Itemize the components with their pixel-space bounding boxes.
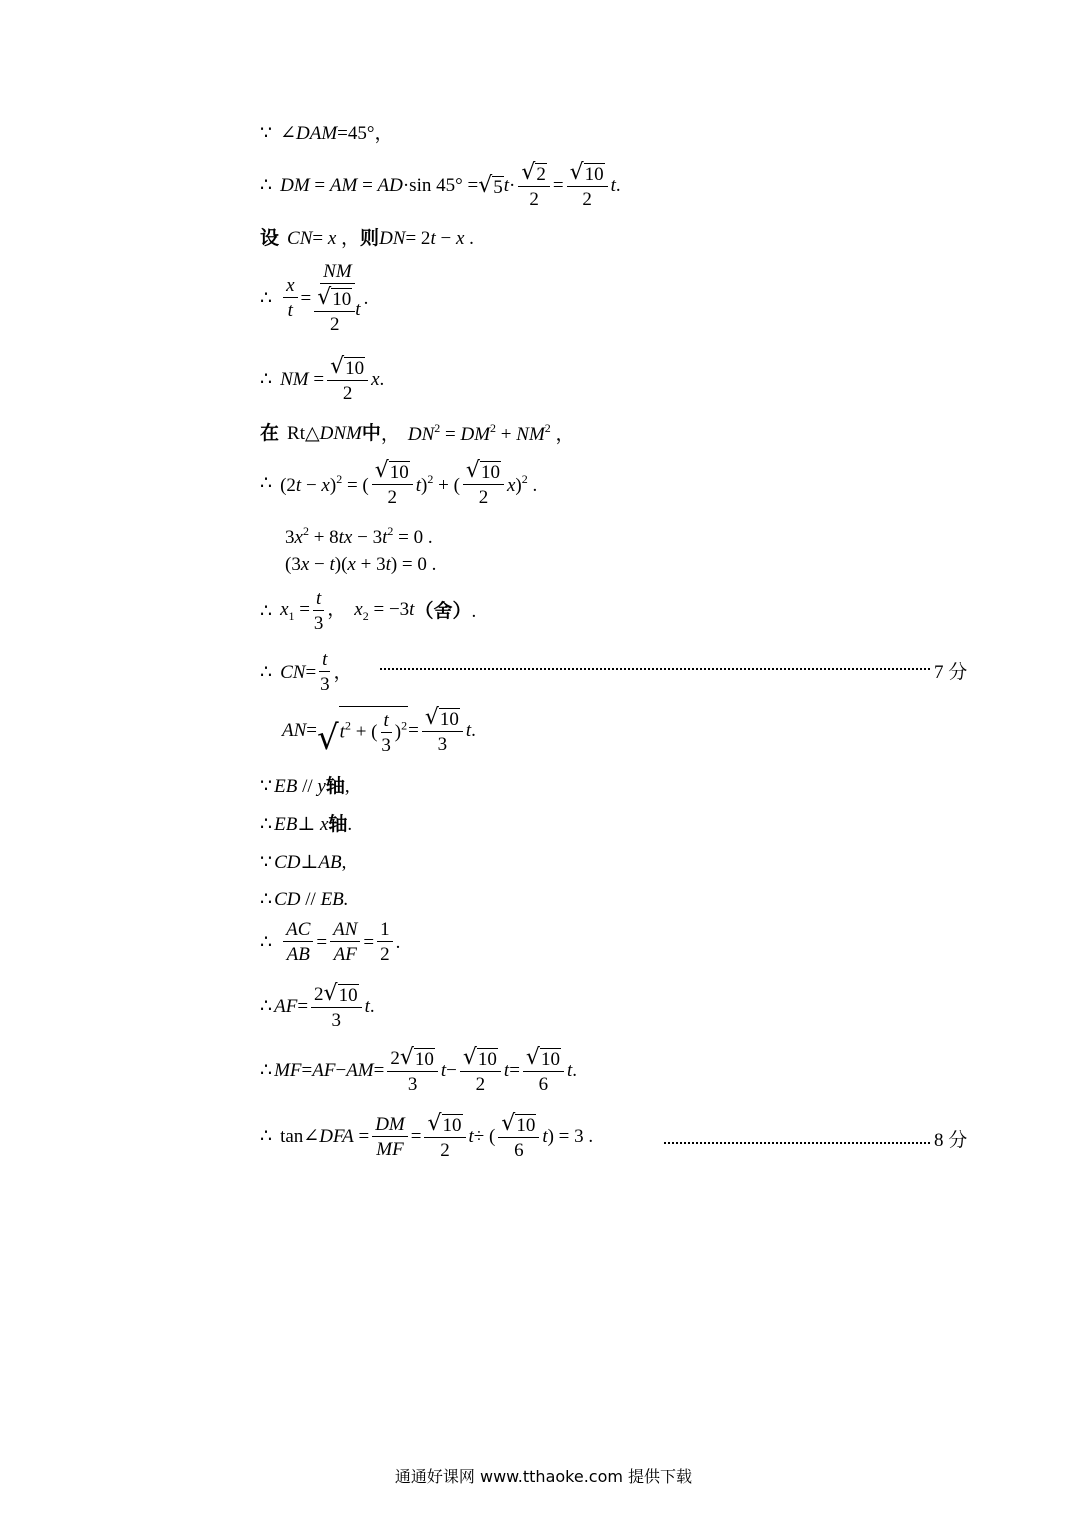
- line-rt-triangle: 在 Rt△DNM 中 ， $DN^2 = DM^2 + NM^2$ ，: [260, 421, 575, 445]
- therefore-symbol: ∴: [260, 930, 273, 953]
- line-set-cn: 设 CN= x ， 则 DN= 2t − x .: [260, 227, 474, 249]
- text-zhong: 中: [361, 421, 381, 444]
- line-af: ∴ AF= 2 √ 10 3 t .: [260, 981, 375, 1031]
- because-symbol: ∵: [260, 122, 273, 144]
- therefore-symbol: ∴: [260, 813, 273, 835]
- because-symbol: ∵: [260, 851, 273, 873]
- text-zai: 在: [260, 421, 280, 444]
- therefore-symbol: ∴: [260, 286, 273, 309]
- line-angle-dam: ∵ ∠DAM=45°，: [260, 122, 394, 144]
- because-symbol: ∵: [260, 775, 273, 797]
- text-she: 设: [260, 227, 280, 249]
- line-eb-perp: ∴ EB⊥ x 轴 .: [260, 813, 353, 835]
- line-tan: ∴ tan∠DFA = $\frac{DM}{MF}$ = √ 10 2 t ÷ ( √ 10 6 t ) = 3 .: [260, 1111, 594, 1161]
- therefore-symbol: ∴: [260, 1059, 273, 1081]
- line-an: AN= √ $t^2$ + ( $\frac{t}{3}$ )$^2$ = √ 10 3 t .: [282, 705, 476, 758]
- score-8: 8 分: [934, 1130, 968, 1151]
- line-roots: ∴ $x_1$ = $\frac{t}{3}$ ， $x_2 = -3t$ （舍） .: [260, 588, 477, 634]
- therefore-symbol: ∴: [260, 995, 273, 1017]
- line-eb-parallel: ∵ EB // y 轴 ,: [260, 775, 350, 797]
- line-factor: (3x − t)(x + 3t) = 0 .: [285, 554, 437, 575]
- line-quadratic: $3x^2 + 8tx - 3t^2 = 0$ .: [285, 524, 433, 548]
- therefore-symbol: ∴: [260, 888, 273, 910]
- score-7: 7 分: [934, 662, 968, 683]
- line-cd-parallel: ∴ CD // EB.: [260, 888, 349, 910]
- text-reject: （舍）: [414, 599, 472, 622]
- therefore-symbol: ∴: [260, 1125, 273, 1147]
- score-leader-dots: [664, 1142, 930, 1144]
- therefore-symbol: ∴: [260, 599, 273, 622]
- line-dm-am: ∴ DM = AM = AD·sin 45° = √ 5 t · √ 2 2 = √ 10 2 t .: [260, 160, 621, 210]
- score-leader-dots: [380, 668, 930, 670]
- therefore-symbol: ∴: [260, 660, 273, 683]
- therefore-symbol: ∴: [260, 472, 273, 494]
- line-cn-value: ∴ CN= $\frac{t}{3}$ ，: [260, 649, 353, 695]
- line-cd-perp: ∵ CD⊥AB,: [260, 851, 347, 873]
- therefore-symbol: ∴: [260, 174, 273, 196]
- text-axis: 轴: [328, 813, 348, 835]
- text-axis: 轴: [325, 775, 345, 797]
- therefore-symbol: ∴: [260, 368, 273, 390]
- line-equation: ∴ $(2t - x)^2$ = ( √ 10 2 t)$^2$ + ( √ 10 2 x)$^2$ .: [260, 458, 538, 508]
- text-ze: 则: [360, 227, 380, 249]
- line-ratios: ∴ $\frac{AC}{AB}$ = $\frac{AN}{AF}$ = $\frac{1}{2}$ .: [260, 919, 401, 965]
- line-nm: ∴ NM = √ 10 2 x .: [260, 354, 385, 404]
- line-mf: ∴ MF=AF−AM= 2 √ 10 3 t − √ 10 2 t = √ 10 6 t .: [260, 1045, 577, 1095]
- footer-source: 通通好课网 www.tthaoke.com 提供下载: [394, 1467, 693, 1486]
- line-ratio: ∴ $\frac{x}{t}$ = NM √ 10 2 t .: [260, 261, 369, 335]
